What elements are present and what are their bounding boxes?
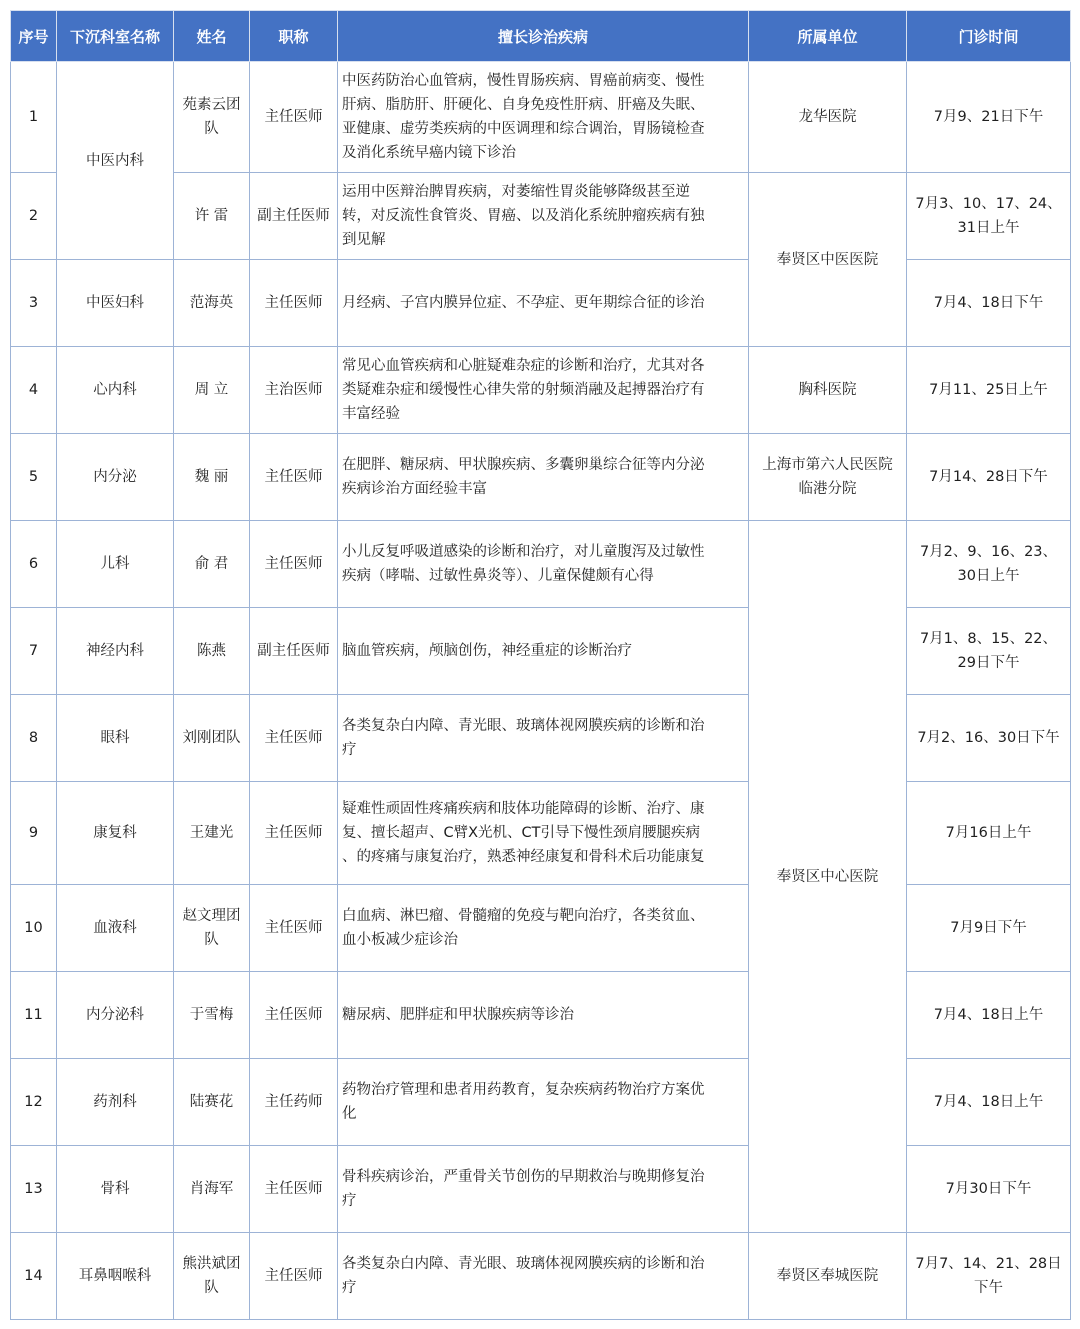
doctor-name: 范海英 bbox=[174, 260, 250, 347]
department-cell: 儿科 bbox=[57, 521, 174, 608]
specialty-cell: 白血病、淋巴瘤、骨髓瘤的免疫与靶向治疗，各类贫血、 血小板减少症诊治 bbox=[338, 885, 749, 972]
doctor-name: 刘刚团队 bbox=[174, 695, 250, 782]
table-header-row bbox=[11, 11, 1071, 62]
unit-cell: 龙华医院 bbox=[749, 62, 907, 173]
specialty-cell: 常见心血管疾病和心脏疑难杂症的诊断和治疗，尤其对各 类疑难杂症和缓慢性心律失常的射频消融及起搏器治疗有 丰富经验 bbox=[338, 347, 749, 434]
department-cell: 内分泌科 bbox=[57, 972, 174, 1059]
doctor-title: 副主任医师 bbox=[250, 608, 338, 695]
header-unit: 所属单位 bbox=[749, 11, 907, 62]
doctor-title: 主任医师 bbox=[250, 1233, 338, 1320]
department-cell: 中医妇科 bbox=[57, 260, 174, 347]
row-no: 14 bbox=[11, 1233, 57, 1320]
department-cell: 眼科 bbox=[57, 695, 174, 782]
clinic-time: 7月11、25日上午 bbox=[907, 347, 1071, 434]
table-row bbox=[11, 347, 1071, 434]
doctor-name: 魏 丽 bbox=[174, 434, 250, 521]
doctor-name: 赵文理团 队 bbox=[174, 885, 250, 972]
department-cell: 内分泌 bbox=[57, 434, 174, 521]
table-row bbox=[11, 608, 1071, 695]
doctor-name: 陈燕 bbox=[174, 608, 250, 695]
row-no: 12 bbox=[11, 1059, 57, 1146]
clinic-time: 7月9、21日下午 bbox=[907, 62, 1071, 173]
table-row bbox=[11, 62, 1071, 173]
table-row bbox=[11, 782, 1071, 885]
unit-cell: 胸科医院 bbox=[749, 347, 907, 434]
specialty-cell: 各类复杂白内障、青光眼、玻璃体视网膜疾病的诊断和治 疗 bbox=[338, 695, 749, 782]
row-no: 5 bbox=[11, 434, 57, 521]
doctor-title: 主任医师 bbox=[250, 695, 338, 782]
doctor-name: 熊洪斌团 队 bbox=[174, 1233, 250, 1320]
clinic-time: 7月2、9、16、23、 30日上午 bbox=[907, 521, 1071, 608]
clinic-time: 7月4、18日下午 bbox=[907, 260, 1071, 347]
unit-cell: 上海市第六人民医院 临港分院 bbox=[749, 434, 907, 521]
schedule-table-container bbox=[10, 10, 1070, 1320]
clinic-time: 7月3、10、17、24、 31日上午 bbox=[907, 173, 1071, 260]
clinic-schedule-table bbox=[10, 10, 1071, 1320]
doctor-title: 主治医师 bbox=[250, 347, 338, 434]
table-row bbox=[11, 521, 1071, 608]
table-row bbox=[11, 1059, 1071, 1146]
header-no: 序号 bbox=[11, 11, 57, 62]
doctor-title: 主任医师 bbox=[250, 1146, 338, 1233]
doctor-name: 王建光 bbox=[174, 782, 250, 885]
specialty-cell: 中医药防治心血管病，慢性胃肠疾病、胃癌前病变、慢性 肝病、脂肪肝、肝硬化、自身免疫性肝病、肝癌及失眠、 亚健康、虚劳类疾病的中医调理和综合调治，胃肠镜检查 及消化系统早癌内镜下诊治 bbox=[338, 62, 749, 173]
table-row bbox=[11, 434, 1071, 521]
department-cell: 骨科 bbox=[57, 1146, 174, 1233]
doctor-title: 主任医师 bbox=[250, 972, 338, 1059]
row-no: 13 bbox=[11, 1146, 57, 1233]
specialty-cell: 脑血管疾病，颅脑创伤，神经重症的诊断治疗 bbox=[338, 608, 749, 695]
row-no: 9 bbox=[11, 782, 57, 885]
specialty-cell: 药物治疗管理和患者用药教育，复杂疾病药物治疗方案优 化 bbox=[338, 1059, 749, 1146]
clinic-time: 7月30日下午 bbox=[907, 1146, 1071, 1233]
table-row bbox=[11, 695, 1071, 782]
doctor-title: 主任医师 bbox=[250, 260, 338, 347]
department-cell: 中医内科 bbox=[57, 62, 174, 260]
header-specialty: 擅长诊治疾病 bbox=[338, 11, 749, 62]
specialty-cell: 骨科疾病诊治，严重骨关节创伤的早期救治与晚期修复治 疗 bbox=[338, 1146, 749, 1233]
doctor-title: 主任医师 bbox=[250, 434, 338, 521]
doctor-name: 苑素云团 队 bbox=[174, 62, 250, 173]
row-no: 1 bbox=[11, 62, 57, 173]
doctor-name: 俞 君 bbox=[174, 521, 250, 608]
doctor-name: 肖海军 bbox=[174, 1146, 250, 1233]
specialty-cell: 小儿反复呼吸道感染的诊断和治疗，对儿童腹泻及过敏性 疾病（哮喘、过敏性鼻炎等）、儿童保健颇有心得 bbox=[338, 521, 749, 608]
row-no: 8 bbox=[11, 695, 57, 782]
row-no: 6 bbox=[11, 521, 57, 608]
header-department: 下沉科室名称 bbox=[57, 11, 174, 62]
row-no: 11 bbox=[11, 972, 57, 1059]
clinic-time: 7月9日下午 bbox=[907, 885, 1071, 972]
header-title: 职称 bbox=[250, 11, 338, 62]
row-no: 2 bbox=[11, 173, 57, 260]
row-no: 3 bbox=[11, 260, 57, 347]
doctor-name: 周 立 bbox=[174, 347, 250, 434]
clinic-time: 7月14、28日下午 bbox=[907, 434, 1071, 521]
department-cell: 康复科 bbox=[57, 782, 174, 885]
doctor-title: 主任医师 bbox=[250, 885, 338, 972]
doctor-title: 主任药师 bbox=[250, 1059, 338, 1146]
unit-cell: 奉贤区中医医院 bbox=[749, 173, 907, 347]
doctor-name: 于雪梅 bbox=[174, 972, 250, 1059]
specialty-cell: 运用中医辩治脾胃疾病，对萎缩性胃炎能够降级甚至逆 转，对反流性食管炎、胃癌、以及消化系统肿瘤疾病有独 到见解 bbox=[338, 173, 749, 260]
clinic-time: 7月2、16、30日下午 bbox=[907, 695, 1071, 782]
unit-cell: 奉贤区中心医院 bbox=[749, 521, 907, 1233]
clinic-time: 7月4、18日上午 bbox=[907, 972, 1071, 1059]
table-row bbox=[11, 260, 1071, 347]
department-cell: 心内科 bbox=[57, 347, 174, 434]
doctor-title: 主任医师 bbox=[250, 521, 338, 608]
department-cell: 药剂科 bbox=[57, 1059, 174, 1146]
header-time: 门诊时间 bbox=[907, 11, 1071, 62]
doctor-name: 许 雷 bbox=[174, 173, 250, 260]
table-row bbox=[11, 1146, 1071, 1233]
doctor-name: 陆赛花 bbox=[174, 1059, 250, 1146]
table-row bbox=[11, 972, 1071, 1059]
clinic-time: 7月1、8、15、22、 29日下午 bbox=[907, 608, 1071, 695]
doctor-title: 主任医师 bbox=[250, 62, 338, 173]
department-cell: 神经内科 bbox=[57, 608, 174, 695]
doctor-title: 副主任医师 bbox=[250, 173, 338, 260]
department-cell: 耳鼻咽喉科 bbox=[57, 1233, 174, 1320]
table-row bbox=[11, 1233, 1071, 1320]
doctor-title: 主任医师 bbox=[250, 782, 338, 885]
row-no: 4 bbox=[11, 347, 57, 434]
specialty-cell: 疑难性顽固性疼痛疾病和肢体功能障碍的诊断、治疗、康 复、擅长超声、C臂X光机、CT引导下慢性颈肩腰腿疾病 、的疼痛与康复治疗，熟悉神经康复和骨科术后功能康复 bbox=[338, 782, 749, 885]
specialty-cell: 各类复杂白内障、青光眼、玻璃体视网膜疾病的诊断和治 疗 bbox=[338, 1233, 749, 1320]
header-name: 姓名 bbox=[174, 11, 250, 62]
specialty-cell: 在肥胖、糖尿病、甲状腺疾病、多囊卵巢综合征等内分泌 疾病诊治方面经验丰富 bbox=[338, 434, 749, 521]
unit-cell: 奉贤区奉城医院 bbox=[749, 1233, 907, 1320]
clinic-time: 7月16日上午 bbox=[907, 782, 1071, 885]
clinic-time: 7月4、18日上午 bbox=[907, 1059, 1071, 1146]
specialty-cell: 月经病、子宫内膜异位症、不孕症、更年期综合征的诊治 bbox=[338, 260, 749, 347]
table-row bbox=[11, 885, 1071, 972]
department-cell: 血液科 bbox=[57, 885, 174, 972]
row-no: 7 bbox=[11, 608, 57, 695]
specialty-cell: 糖尿病、肥胖症和甲状腺疾病等诊治 bbox=[338, 972, 749, 1059]
clinic-time: 7月7、14、21、28日 下午 bbox=[907, 1233, 1071, 1320]
row-no: 10 bbox=[11, 885, 57, 972]
